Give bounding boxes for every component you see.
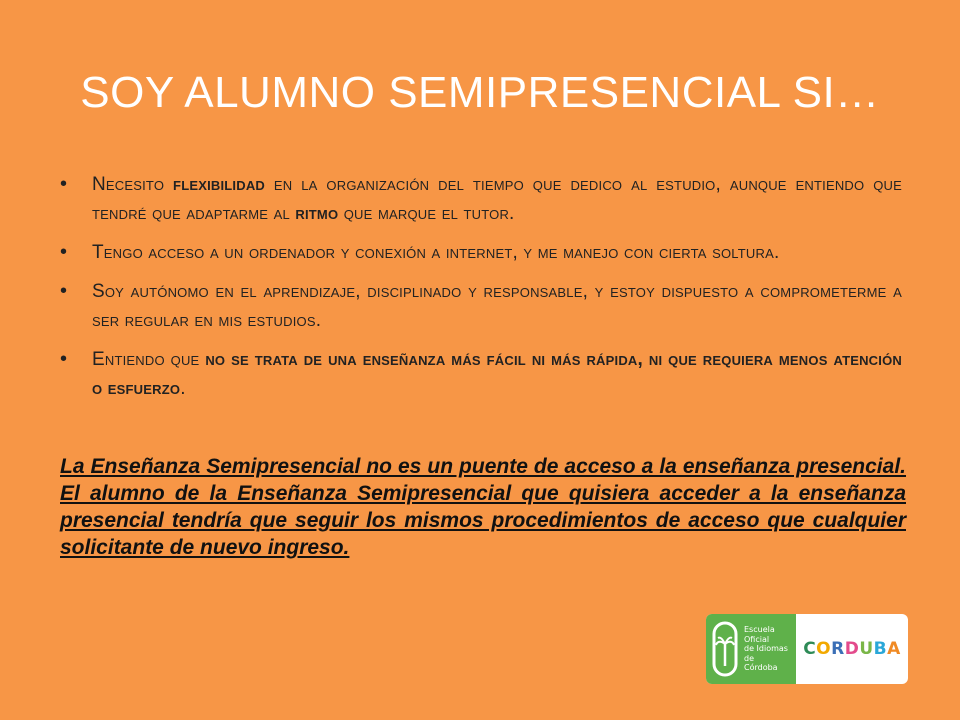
logo-school-name (744, 625, 788, 673)
palm-tree-icon (712, 620, 738, 678)
bullet-item (60, 345, 902, 403)
bullet-text-bold: ritmo (295, 203, 339, 224)
important-note: La Enseñanza Semipresencial no es un puente de acceso a la enseñanza presencial. El alumno de la Enseñanza Semipresencial que quisiera acceder a la enseñanza presencial tendría que seguir los mismos procedimientos de acceso que cualquier solicitante de nuevo ingreso. (60, 455, 906, 559)
logo-letter: U (859, 639, 874, 659)
bullet-dot-icon: • (60, 173, 68, 195)
logo-corduba-wordmark (796, 614, 908, 684)
bullet-text-part: Entiendo que (92, 349, 206, 370)
bullet-item (60, 170, 902, 228)
bullet-text: Tengo acceso a un ordenador y conexión a internet, y me manejo con cierta soltura. (92, 242, 780, 263)
logo-letter: B (873, 639, 888, 659)
logo-line: Escuela (744, 625, 775, 635)
logo-line: Oficial (744, 634, 770, 644)
slide-title: SOY ALUMNO SEMIPRESENCIAL SI… (80, 68, 880, 117)
logo-eoi-badge (706, 614, 796, 684)
logo-line: de Idiomas (744, 644, 788, 654)
school-logo (706, 614, 908, 684)
bullet-text-bold: flexibilidad (173, 174, 265, 195)
bullet-dot-icon: • (60, 241, 68, 263)
bullet-text-part: Necesito (92, 174, 174, 195)
logo-letter: C (803, 639, 817, 659)
logo-letter: D (844, 639, 860, 659)
logo-line: de (744, 653, 754, 663)
bullet-text-part: que marque el tutor. (338, 203, 515, 224)
logo-letter: R (831, 639, 845, 659)
bullet-item (60, 277, 902, 335)
bullet-item (60, 238, 902, 267)
bullet-text-bold: no se trata de una enseñanza más fácil ni más rápida, ni que requiera menos atención o esfuerzo (92, 349, 902, 399)
logo-line: Córdoba (744, 663, 778, 673)
bullet-text (92, 174, 902, 224)
logo-letter: O (816, 639, 832, 659)
bullet-text (92, 349, 902, 399)
bullet-text-part: en la organización del tiempo que dedico al estudio, aunque entiendo que tendré que adaptarme al (92, 174, 902, 224)
bullet-text: Soy autónomo en el aprendizaje, disciplinado y responsable, y estoy dispuesto a comprometerme a ser regular en mis estudios. (92, 281, 902, 331)
bullet-dot-icon: • (60, 348, 68, 370)
bullet-dot-icon: • (60, 280, 68, 302)
bullet-text-part: . (180, 378, 186, 399)
bullet-list (60, 170, 902, 413)
logo-letter: A (887, 639, 901, 659)
